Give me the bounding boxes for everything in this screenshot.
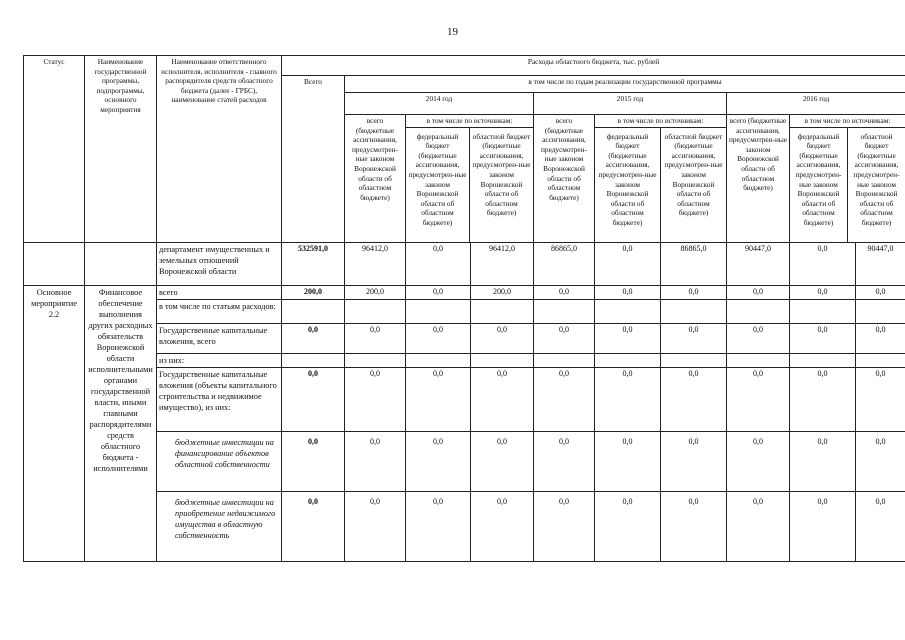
header-2014-all: всего (бюджетные ассигнования, предусмотрен-ные законом Воронежской области об областном бюджете) xyxy=(345,115,406,243)
row-value xyxy=(406,354,471,368)
header-program-name: Наименование государственной программы, подпрограммы, основного мероприятия xyxy=(85,56,157,243)
row-value: 0,0 xyxy=(406,492,471,562)
row-value: 0,0 xyxy=(406,243,471,286)
row-total xyxy=(282,354,345,368)
header-2014-source-split xyxy=(406,128,533,242)
table-row xyxy=(24,300,905,324)
row-value: 0,0 xyxy=(661,492,727,562)
table-row xyxy=(24,368,905,432)
header-row-1 xyxy=(24,56,905,76)
row-value: 0,0 xyxy=(727,432,790,492)
budget-table xyxy=(23,55,905,562)
row-value: 0,0 xyxy=(595,432,661,492)
row-value: 0,0 xyxy=(534,492,595,562)
row-value: 200,0 xyxy=(345,286,406,300)
row-value: 0,0 xyxy=(406,432,471,492)
row-value: 0,0 xyxy=(595,243,661,286)
row-value: 86865,0 xyxy=(661,243,727,286)
row-value: 96412,0 xyxy=(471,243,534,286)
row-total: 532591,0 xyxy=(282,243,345,286)
header-2015-regional: областной бюджет (бюджетные ассигнования, предусмотрен-ные законом Воронежской области об областном бюджете) xyxy=(664,131,723,218)
row-total: 200,0 xyxy=(282,286,345,300)
row-value xyxy=(471,354,534,368)
header-2016-source-split xyxy=(790,128,905,242)
header-2014-regional: областной бюджет (бюджетные ассигнования, предусмотрен-ные законом Воронежской области об областном бюджете) xyxy=(472,131,531,218)
row-value xyxy=(471,300,534,324)
row-total: 0,0 xyxy=(282,368,345,432)
row-value: 0,0 xyxy=(856,492,905,562)
row-value: 0,0 xyxy=(790,432,856,492)
row-value: 0,0 xyxy=(595,492,661,562)
row-label: бюджетные инвестиции на финансирование объектов областной собственности xyxy=(157,432,282,492)
header-2015-sources xyxy=(595,115,727,243)
header-expenses: Расходы областного бюджета, тыс. рублей xyxy=(282,56,905,76)
row-value: 0,0 xyxy=(661,324,727,354)
measure-status: Основное мероприятие 2.2 xyxy=(24,286,85,562)
row-value: 0,0 xyxy=(471,324,534,354)
table-row xyxy=(24,354,905,368)
row-label: всего xyxy=(157,286,282,300)
row-value xyxy=(727,354,790,368)
row-value xyxy=(661,354,727,368)
row-label: из них: xyxy=(157,354,282,368)
table-row xyxy=(24,286,905,300)
table-row xyxy=(24,492,905,562)
header-2014-federal: федеральный бюджет (бюджетные ассигнования, предусмотрен-ные законом Воронежской области об областном бюджете) xyxy=(406,128,470,242)
row-value xyxy=(595,354,661,368)
row-value: 0,0 xyxy=(595,324,661,354)
row-value: 0,0 xyxy=(345,324,406,354)
empty-cell xyxy=(85,243,157,286)
page-number: 19 xyxy=(447,26,458,38)
row-value xyxy=(790,300,856,324)
header-2016-federal: федеральный бюджет (бюджетные ассигнования, предусмотрен-ные законом Воронежской области об областном бюджете) xyxy=(790,128,848,242)
table-row xyxy=(24,432,905,492)
row-value: 0,0 xyxy=(790,243,856,286)
row-value: 0,0 xyxy=(471,368,534,432)
row-value: 0,0 xyxy=(856,286,905,300)
header-2016-by-sources: в том числе по источникам: xyxy=(790,115,905,128)
header-2015-by-sources: в том числе по источникам: xyxy=(595,115,726,128)
row-value: 0,0 xyxy=(727,324,790,354)
row-value: 96412,0 xyxy=(345,243,406,286)
header-2014-by-sources: в том числе по источникам: xyxy=(406,115,533,128)
row-value: 200,0 xyxy=(471,286,534,300)
row-label: департамент имущественных и земельных отношений Воронежской области xyxy=(157,243,282,286)
row-value: 0,0 xyxy=(790,368,856,432)
row-value: 0,0 xyxy=(471,432,534,492)
row-value: 0,0 xyxy=(856,368,905,432)
row-value: 0,0 xyxy=(406,368,471,432)
row-value xyxy=(661,300,727,324)
row-value: 0,0 xyxy=(595,368,661,432)
row-value xyxy=(406,300,471,324)
row-value: 90447,0 xyxy=(727,243,790,286)
header-year-2014: 2014 год xyxy=(345,93,534,115)
header-year-2015: 2015 год xyxy=(534,93,727,115)
row-value xyxy=(345,354,406,368)
row-value xyxy=(534,354,595,368)
row-value: 0,0 xyxy=(790,324,856,354)
header-2014-sources xyxy=(406,115,534,243)
header-status: Статус xyxy=(24,56,85,243)
table-row xyxy=(24,243,905,286)
row-value xyxy=(345,300,406,324)
measure-name: Финансовое обеспечение выполнения других расходных обязательств Воронежской области исполнительными органами государственной власти, иными главными распорядителями средств областного бюджета - исполнителями xyxy=(85,286,157,562)
header-2016-all: всего (бюджетные ассигнования, предусмотрен-ные законом Воронежской области об областном бюджете) xyxy=(727,115,790,243)
table-row xyxy=(24,324,905,354)
header-2016-sources xyxy=(790,115,905,243)
row-value: 0,0 xyxy=(406,324,471,354)
header-2015-federal: федеральный бюджет (бюджетные ассигнования, предусмотрен-ные законом Воронежской области об областном бюджете) xyxy=(595,128,661,242)
row-value: 0,0 xyxy=(345,432,406,492)
header-2015-all: всего (бюджетные ассигнования, предусмотрен-ные законом Воронежской области об областном бюджете) xyxy=(534,115,595,243)
header-year-2016: 2016 год xyxy=(727,93,905,115)
row-value xyxy=(856,354,905,368)
row-value: 0,0 xyxy=(661,368,727,432)
header-2016-regional: областной бюджет (бюджетные ассигнования, предусмотрен-ные законом Воронежской области об областном бюджете) xyxy=(853,131,900,227)
row-value: 0,0 xyxy=(471,492,534,562)
row-total xyxy=(282,300,345,324)
row-value: 0,0 xyxy=(534,324,595,354)
row-value: 0,0 xyxy=(727,368,790,432)
row-value: 0,0 xyxy=(595,286,661,300)
row-label: бюджетные инвестиции на приобретение недвижимого имущества в областную собственность xyxy=(157,492,282,562)
row-total: 0,0 xyxy=(282,324,345,354)
header-total: Всего xyxy=(282,76,345,243)
row-value: 0,0 xyxy=(534,368,595,432)
header-by-years: в том числе по годам реализации государственной программы xyxy=(345,76,905,93)
row-value: 90447,0 xyxy=(856,243,905,286)
row-label: в том числе по статьям расходов: xyxy=(157,300,282,324)
header-executor: Наименование ответственного исполнителя, исполнителя - главного распорядителя средств областного бюджета (далее - ГРБС), наименование статей расходов xyxy=(157,56,282,243)
row-label: Государственные капитальные вложения, всего xyxy=(157,324,282,354)
row-value: 0,0 xyxy=(534,286,595,300)
row-value: 0,0 xyxy=(345,368,406,432)
row-value: 0,0 xyxy=(661,286,727,300)
row-label: Государственные капитальные вложения (объекты капитального строительства и недвижимое имущество), из них: xyxy=(157,368,282,432)
row-value: 0,0 xyxy=(534,432,595,492)
row-value: 0,0 xyxy=(727,286,790,300)
row-value xyxy=(534,300,595,324)
row-value xyxy=(595,300,661,324)
row-value: 0,0 xyxy=(406,286,471,300)
row-value: 0,0 xyxy=(727,492,790,562)
row-value xyxy=(856,300,905,324)
row-value: 0,0 xyxy=(856,432,905,492)
header-2015-source-split xyxy=(595,128,726,242)
row-total: 0,0 xyxy=(282,492,345,562)
empty-cell xyxy=(24,243,85,286)
row-value: 0,0 xyxy=(661,432,727,492)
row-value: 0,0 xyxy=(856,324,905,354)
row-value: 86865,0 xyxy=(534,243,595,286)
row-value: 0,0 xyxy=(790,492,856,562)
row-value: 0,0 xyxy=(790,286,856,300)
row-total: 0,0 xyxy=(282,432,345,492)
row-value xyxy=(727,300,790,324)
row-value: 0,0 xyxy=(345,492,406,562)
row-value xyxy=(790,354,856,368)
